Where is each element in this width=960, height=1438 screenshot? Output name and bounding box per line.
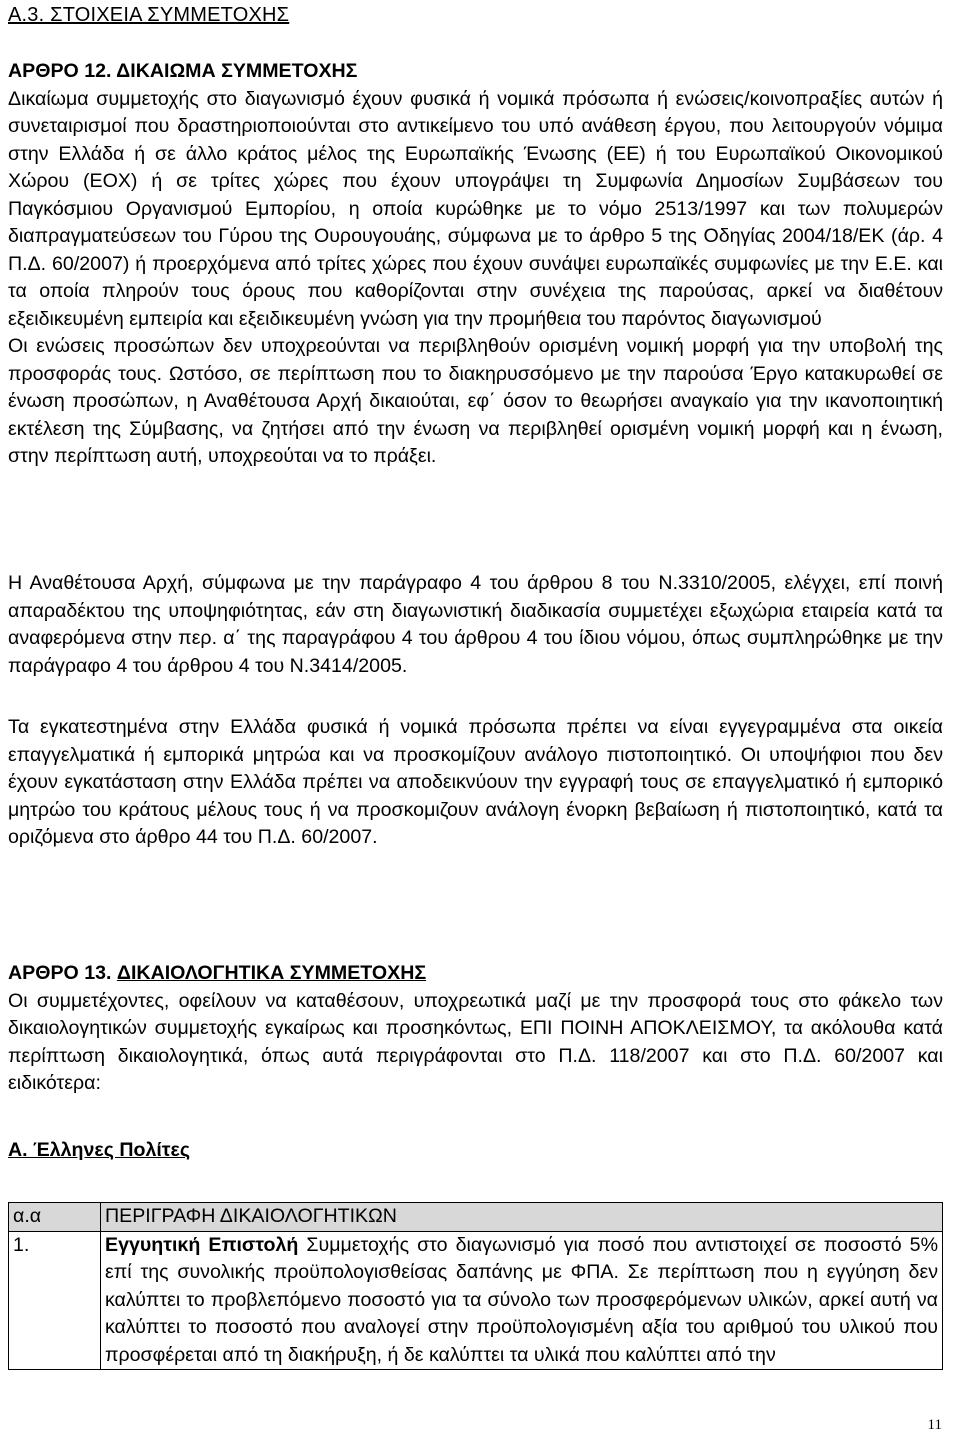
article-12-title: ΑΡΘΡΟ 12. ΔΙΚΑΙΩΜΑ ΣΥΜΜΕΤΟΧΗΣ xyxy=(8,60,358,82)
table-header-description: ΠΕΡΙΓΡΑΦΗ ΔΙΚΑΙΟΛΟΓΗΤΙΚΩΝ xyxy=(101,1203,943,1232)
article-13-paragraph-1: Οι συμμετέχοντες, οφείλουν να καταθέσουν, υποχρεωτικά μαζί με την προσφορά τους στο φάκελο των δικαιολογητικών συμμετοχής εγκαίρως και προσηκόντως, ΕΠΙ ΠΟΙΝΗ ΑΠΟΚΛΕΙΣΜΟΥ, τα ακόλουθα κατά περίπτωση δικαιολογητικά, όπως αυτά περιγράφονται στο Π.Δ. 118/2007 και στο Π.Δ. 60/2007 και ειδικότερα: xyxy=(8,989,943,1094)
table-row-description xyxy=(101,1231,943,1370)
table-row xyxy=(9,1231,943,1370)
article-12-block xyxy=(8,58,943,471)
article-13-title: ΔΙΚΑΙΟΛΟΓΗΤΙΚΑ ΣΥΜΜΕΤΟΧΗΣ xyxy=(116,962,427,984)
subheading-greek-citizens: Α. Έλληνες Πολίτες xyxy=(8,1139,191,1161)
article-12-paragraph-2: Οι ενώσεις προσώπων δεν υποχρεούνται να περιβληθούν ορισμένη νομική μορφή για την υποβολή της προσφοράς τους. Ωστόσο, σε περίπτωση που το διακηρυσσόμενο με την παρούσα Έργο κατακυρωθεί σε ένωση προσώπων, η Αναθέτουσα Αρχή δικαιούται, εφ΄ όσον το θεωρήσει αναγκαίο για την ικανοποιητική εκτέλεση της Σύμβασης, να ζητήσει από την ένωση να περιβληθεί ορισμένη νομική μορφή και η ένωση, στην περίπτωση αυτή, υποχρεούται να το πράξει. xyxy=(8,335,943,467)
article-12-paragraph-4: Τα εγκατεστημένα στην Ελλάδα φυσικά ή νομικά πρόσωπα πρέπει να είναι εγγεγραμμένα στα οικεία επαγγελματικά ή εμπορικά μητρώα και να προσκομίζουν ανάλογο πιστοποιητικό. Οι υποψήφιοι που δεν έχουν εγκατάσταση στην Ελλάδα πρέπει να αποδεικνύουν την εγγραφή τους σε επαγγελματικό ή εμπορικό μητρώο του κράτους μέλους τους ή να προσκομιζουν ανάλογη ένορκη βεβαίωση ή πιστοποιητικό, κατά τα οριζόμενα στο άρθρο 44 του Π.Δ. 60/2007. xyxy=(8,716,943,848)
article-12-paragraph-1: Δικαίωμα συμμετοχής στο διαγωνισμό έχουν φυσικά ή νομικά πρόσωπα ή ενώσεις/κοινοπραξίες αυτών ή συνεταιρισμοί που δραστηριοποιούνται στο αντικείμενο του υπό ανάθεση έργου, που λειτουργούν νόμιμα στην Ελλάδα ή σε άλλο κράτος μέλος της Ευρωπαϊκής Ένωσης (ΕΕ) ή του Ευρωπαϊκού Οικονομικού Χώρου (ΕΟΧ) ή σε τρίτες χώρες που έχουν υπογράψει τη Συμφωνία Δημοσίων Συμβάσεων του Παγκόσμιου Οργανισμού Εμπορίου, η οποία κυρώθηκε με το νόμο 2513/1997 και των πολυμερών διαπραγματεύσεων του Γύρου της Ουρουγουάης, σύμφωνα με το άρθρο 5 της Οδηγίας 2004/18/ΕΚ (άρ. 4 Π.Δ. 60/2007) ή προερχόμενα από τρίτες χώρες που έχουν συνάψει ευρωπαϊκές συμφωνίες με την Ε.Ε. και τα οποία πληρούν τους όρους που καθορίζονται στην συνέχεια της παρούσας, αρκεί να διαθέτουν εξειδικευμένη εμπειρία και εξειδικευμένη γνώση για την προμήθεια του παρόντος διαγωνισμού xyxy=(8,87,943,330)
table-header-row xyxy=(9,1203,943,1232)
table-row-number: 1. xyxy=(9,1231,101,1370)
table-row-term: Εγγυητική Επιστολή xyxy=(105,1233,299,1256)
page-number: 11 xyxy=(927,1417,942,1433)
section-heading: Α.3. ΣΤΟΙΧΕΙΑ ΣΥΜΜΕΤΟΧΗΣ xyxy=(8,4,290,26)
article-13-block xyxy=(8,960,943,1098)
documents-table xyxy=(8,1202,943,1370)
table-row-text: Συμμετοχής στο διαγωνισμό για ποσό που αντιστοιχεί σε ποσοστό 5% επί της συνολικής προϋπολογισθείσας δαπάνης με ΦΠΑ. Σε περίπτωση που η εγγύηση δεν καλύπτει το προβλεπόμενο ποσοστό για τα σύνολο των προσφερόμενων υλικών, αρκεί αυτή να καλύπτει το ποσοστό που αναλογεί στην προϋπολογισμένη αξία του αριθμού του υλικού που προσφέρεται από τη διακήρυξη, ή δε καλύπτει τα υλικά που καλύπτει από την xyxy=(105,1233,938,1366)
article-12-paragraph-3: Η Αναθέτουσα Αρχή, σύμφωνα με την παράγραφο 4 του άρθρου 8 του Ν.3310/2005, ελέγχει, επί ποινή απαραδέκτου της υποψηφιότητας, εάν στη διαγωνιστική διαδικασία συμμετέχει εξωχώρια εταιρεία κατά τα αναφερόμενα στην περ. α΄ της παραγράφου 4 του άρθρου 4 του ίδιου νόμου, όπως συμπληρώθηκε με την παράγραφο 4 του άρθρου 4 του Ν.3414/2005. xyxy=(8,572,943,677)
table-header-number: α.α xyxy=(9,1203,101,1232)
article-13-title-prefix: ΑΡΘΡΟ 13. xyxy=(8,962,112,984)
